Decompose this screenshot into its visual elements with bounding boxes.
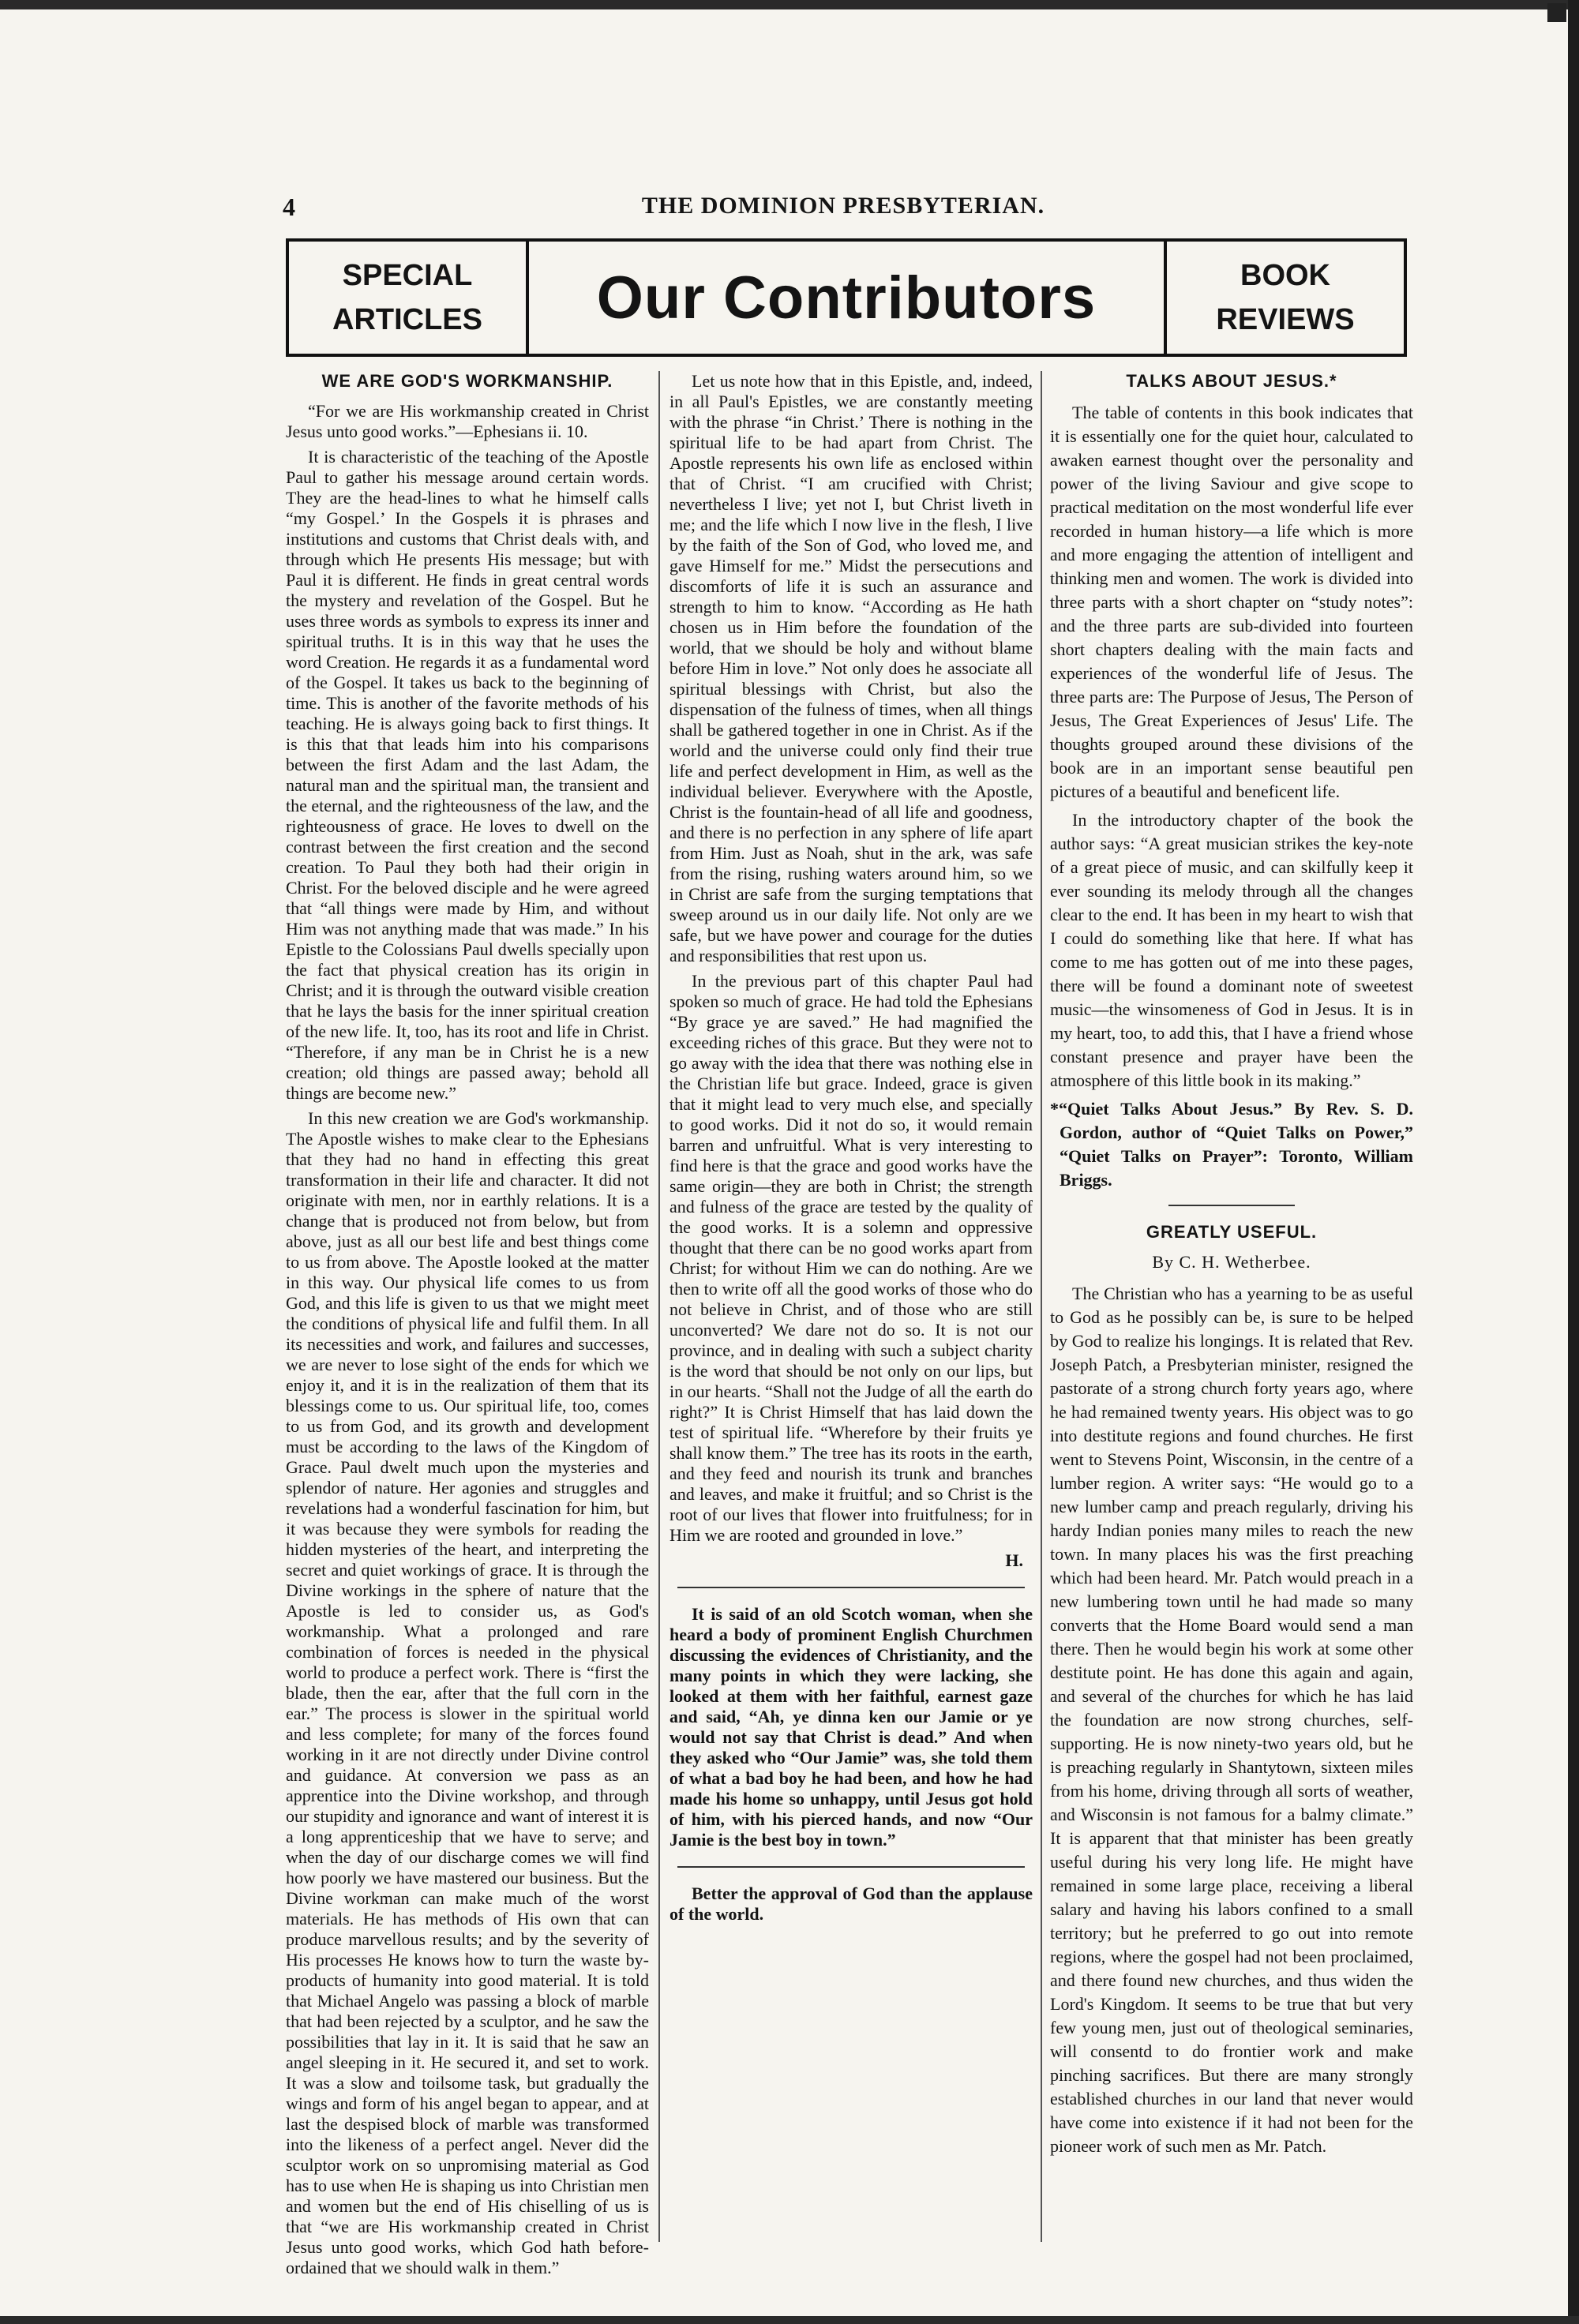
- article-signoff: H.: [1005, 1550, 1023, 1570]
- article-paragraph: “For we are His workmanship created in Christ Jesus unto good works.”—Ephesians ii. 10.: [286, 401, 649, 441]
- review-paragraph: In the introductory chapter of the book the author says: “A great musician strikes the key-note of a great piece of music, and can skilfully keep it ever sounding its melody through all the changes clear to the end. It has been in my heart to wish that I could do something like that here. If what has come to me has gotten out of me into these pages, there will be found a dominant note of sweetest music—the winsomeness of God in Jesus. It is in my heart, too, to add this, that I have a friend whose constant presence and prayer have been the atmosphere of this little book in its making.”: [1050, 810, 1413, 1090]
- section-masthead: [286, 238, 1407, 357]
- scan-border-top: [0, 0, 1579, 9]
- scan-border-bottom: [0, 2316, 1579, 2324]
- section-divider: [1168, 1205, 1295, 1206]
- publication-title: THE DOMINION PRESBYTERIAN.: [641, 193, 1045, 219]
- masthead-right-box: [1164, 242, 1404, 354]
- article-paragraph: Let us note how that in this Epistle, and, indeed, in all Paul's Epistles, we are constantly meeting with the phrase “in Christ.’ There is nothing in the spiritual life to be had apart from Christ. The Apostle represents his own life as enclosed within that of Christ. “I am crucified with Christ; nevertheless I live; yet not I, but Christ liveth in me; and the life which I now live in the flesh, I live by the faith of the Son of God, who loved me, and gave Himself for me.” Midst the persecutions and discomforts of life it is such an assurance and strength to him to know. “According as He hath chosen us in Him before the foundation of the world, that we should be holy and without blame before Him in love.” Not only does he associate all spiritual blessings with Christ, but also the dispensation of the fulness of times, when all things shall be gathered together in one in Christ. As if the world and the universe could only find their true life and perfect development in Him, as well as the individual believer. Everywhere with the Apostle, Christ is the fountain-head of all life and goodness, and there is no perfection in any sphere of life apart from Him. Just as Noah, shut in the ark, was safe from the rising, rushing waters around him, so we in Christ are safe from the surging temptations that sweep around us in our daily life. Not only are we safe, but we have power and courage for the duties and responsibilities that rest upon us.: [669, 371, 1033, 965]
- review-title: TALKS ABOUT JESUS.*: [1126, 371, 1337, 391]
- masthead-left-line2: ARTICLES: [332, 303, 482, 336]
- article-title-useful: GREATLY USEFUL.: [1146, 1222, 1318, 1242]
- masthead-left-box: [289, 242, 529, 354]
- masthead-right-line2: REVIEWS: [1216, 303, 1355, 336]
- article-paragraph: In the previous part of this chapter Paul had spoken so much of grace. He had told the Ephesians “By grace ye are saved.” He had magnified the exceeding riches of this grace. But they were not to go away with the idea that there was nothing else in the Christian life but grace. Indeed, grace is given that it might lead to very much else, and specially to good works. Did it not do so, it would remain barren and unfruitful. What is very interesting to find here is that the grace and good works have the same origin—they are both in Christ; the strength and fulness of the grace are tested by the quality of the good works. It is a solemn and oppressive thought that there can be no good works apart from Christ; for without Him we can do nothing. Are we then to write off all the good works of those who do not believe in Christ, and of those who are still unconverted? We dare not do so. It is not our province, and in dealing with such a subject charity is the word that should be not only on our lips, but in our hearts. “Shall not the Judge of all the earth do right?” It is Christ Himself that has laid down the test of spiritual life. “Wherefore by their fruits ye shall know them.” The tree has its roots in the earth, and they feed and nourish its trunk and branches and leaves, and make it fruitful; and so Christ is the root of our lives that flower into fruitfulness; for in Him we are rooted and grounded in love.”: [669, 971, 1033, 1545]
- section-divider: [677, 1866, 1025, 1868]
- article-title-workmanship: WE ARE GOD'S WORKMANSHIP.: [321, 371, 613, 391]
- section-divider: [677, 1587, 1025, 1588]
- column-1: [286, 371, 649, 2277]
- column-2: [669, 371, 1033, 2250]
- scan-border-right: [1568, 0, 1579, 2324]
- column-rule-1: [658, 371, 660, 2242]
- anecdote-paragraph: It is said of an old Scotch woman, when she heard a body of prominent English Churchmen discussing the evidences of Christianity, and the many points in which they were lacking, she looked at them with her faithful, earnest gaze and said, “Ah, ye dinna ken our Jamie or ye would not say that Christ is dead.” And when they asked who “Our Jamie” was, she told them of what a bad boy he had been, and how he had made his home so unhappy, until Jesus got hold of him, with his pierced hands, and now “Our Jamie is the best boy in town.”: [669, 1604, 1033, 1850]
- review-footnote: *“Quiet Talks About Jesus.” By Rev. S. D. Gordon, author of “Quiet Talks on Power,” “Quiet Talks on Prayer”: Toronto, William Briggs.: [1050, 1099, 1413, 1190]
- page-number: 4: [283, 193, 295, 221]
- article-paragraph: In this new creation we are God's workmanship. The Apostle wishes to make clear to the Ephesians that they had no hand in effecting this great transformation in their life and character. It did not originate with men, nor in earthly relations. It is a change that is produced not from below, but from above, just as all our best life and best things come to us from above. The Apostle looked at the matter in this way. Our physical life comes to us from God, and this life is given to us that we might meet the conditions of physical life and fulfil them. In all its necessities and work, and failures and successes, we are never to lose sight of the ends for which we enjoy it, and it is in the realization of them that its blessings come to us. Our spiritual life, too, comes to us from God, and its growth and development must be according to the laws of the Kingdom of Grace. Paul dwelt much upon the mysteries and splendor of nature. Her agonies and struggles and revelations had a wonderful fascination for him, but it was because they were symbols for reading the hidden mysteries of the heart, and interpreting the secret and quiet workings of grace. It is through the Divine workings in the sphere of nature that the Apostle is led to consider us, as God's workmanship. What a prolonged and rare combination of forces is needed in the physical world to produce a perfect work. There is “first the blade, then the ear, after that the full corn in the ear.” The process is slower in the spiritual world and less complete; for many of the forces found working in it are not directly under Divine control and guidance. At conversion we pass as an apprentice into the Divine workshop, and through our stupidity and ignorance and want of interest it is a long apprenticeship that we have to serve; and when the day of our discharge comes we will find how poorly we have mastered our business. But the Divine workman can make much of the worst materials. He has methods of His own that can produce marvellous results; and by the severity of His processes He knows how to turn the waste by-products of humanity into good material. It is told that Michael Angelo was passing a block of marble that had been rejected by a sculptor, and he saw the possibilities that lay in it. It is said that he saw an angel sleeping in it. He secured it, and set to work. It was a slow and toilsome task, but gradually the wings and form of his angel began to appear, and at last the despised block of marble was transformed into the likeness of a perfect angel. Never did the sculptor work on so unpromising material as God has to use when He is shaping us into Christian men and women but the end of His chiselling of us is that “we are His workmanship created in Christ Jesus unto good works, which God hath before-ordained that we should walk in them.”: [286, 1108, 649, 2277]
- masthead-right-line1: BOOK: [1240, 259, 1330, 292]
- column-rule-2: [1041, 371, 1042, 2242]
- scan-corner-mark: [1547, 3, 1566, 22]
- masthead-title: Our Contributors: [596, 264, 1097, 332]
- closing-maxim: Better the approval of God than the applause of the world.: [669, 1884, 1033, 1924]
- running-head: [283, 193, 1404, 224]
- article-paragraph: It is characteristic of the teaching of the Apostle Paul to gather his message around certain words. They are the head-lines to what he himself calls “my Gospel.’ In the Gospels it is phrases and institutions and customs that Christ deals with, and through which He presents His message; but with Paul it is different. He finds in great central words the mystery and revelation of the Gospel. But he uses three words as symbols to express its inner and spiritual truths. It is in this way that he uses the word Creation. He regards it as a fundamental word of the Gospel. It takes us back to the beginning of time. This is another of the favorite methods of his teaching. He is always going back to first things. It is this that that leads him into his comparisons between the first Adam and the last Adam, the natural man and the spiritual man, the transient and the eternal, and the righteousness of the law, and the righteousness of grace. He loves to dwell on the contrast between the first creation and the second creation. To Paul they both had their origin in Christ. For the beloved disciple and he were agreed that “all things were made by Him, and without Him was not anything made that was made.” In his Epistle to the Colossians Paul dwells specially upon the fact that physical creation has its origin in Christ; and it is through the outward visible creation that he lays the basis for the inner spiritual creation of the new life. It, too, has its root and life in Christ. “Therefore, if any man be in Christ he is a new creation; old things are passed away; behold all things are become new.”: [286, 447, 649, 1103]
- article-byline: By C. H. Wetherbee.: [1152, 1252, 1311, 1272]
- review-paragraph: The table of contents in this book indicates that it is essentially one for the quiet hour, calculated to awaken earnest thought over the personality and power of the living Saviour and give scope to practical meditation on the most wonderful life ever recorded in human history—a life which is more and more engaging the attention of intelligent and thinking men and women. The work is divided into three parts with a short chapter on “study notes”: and the three parts are sub-divided into fourteen short chapters dealing with the main facts and experiences of the wonderful life of Jesus. The three parts are: The Purpose of Jesus, The Person of Jesus, The Great Experiences of Jesus' Life. The thoughts grouped around these divisions of the book are in an important sense beautiful pen pictures of a beautiful and beneficent life.: [1050, 403, 1413, 801]
- article-paragraph: The Christian who has a yearning to be as useful to God as he possibly can be, is sure to be helped by God to realize his longings. It is related that Rev. Joseph Patch, a Presbyterian minister, resigned the pastorate of a strong church forty years ago, where he had remained twenty years. His object was to go into destitute regions and found churches. He first went to Stevens Point, Wisconsin, in the centre of a lumber region. A writer says: “He would go to a new lumber camp and preach regularly, driving his hardy Indian ponies many miles to reach the new town. In many places his was the first preaching which had been heard. Mr. Patch would preach in a new lumbering town until he had made so many converts that the Home Board would send a man there. Then he would begin his work at some other destitute point. He has done this again and again, and several of the churches for which he has laid the foundation are now strong churches, self-supporting. He is now ninety-two years old, but he is preaching regularly in Shantytown, sixteen miles from his home, driving through all sorts of weather, and Wisconsin is not famous for a balmy climate.” It is apparent that that minister has been greatly useful during his very long life. He might have remained in some large place, receiving a liberal salary and having his labors confined to a small territory; but he preferred to go out into remote regions, where the gospel had not been proclaimed, and there found new churches, and thus widen the Lord's Kingdom. It seems to be true that but very few young men, just out of theological seminaries, will consentd to do frontier work and make pinching sacrifices. But there are many strongly established churches in our land that never would have come into existence if it had not been for the pioneer work of such men as Mr. Patch.: [1050, 1284, 1413, 2156]
- masthead-left-line1: SPECIAL: [342, 259, 473, 292]
- column-3: [1050, 371, 1413, 2250]
